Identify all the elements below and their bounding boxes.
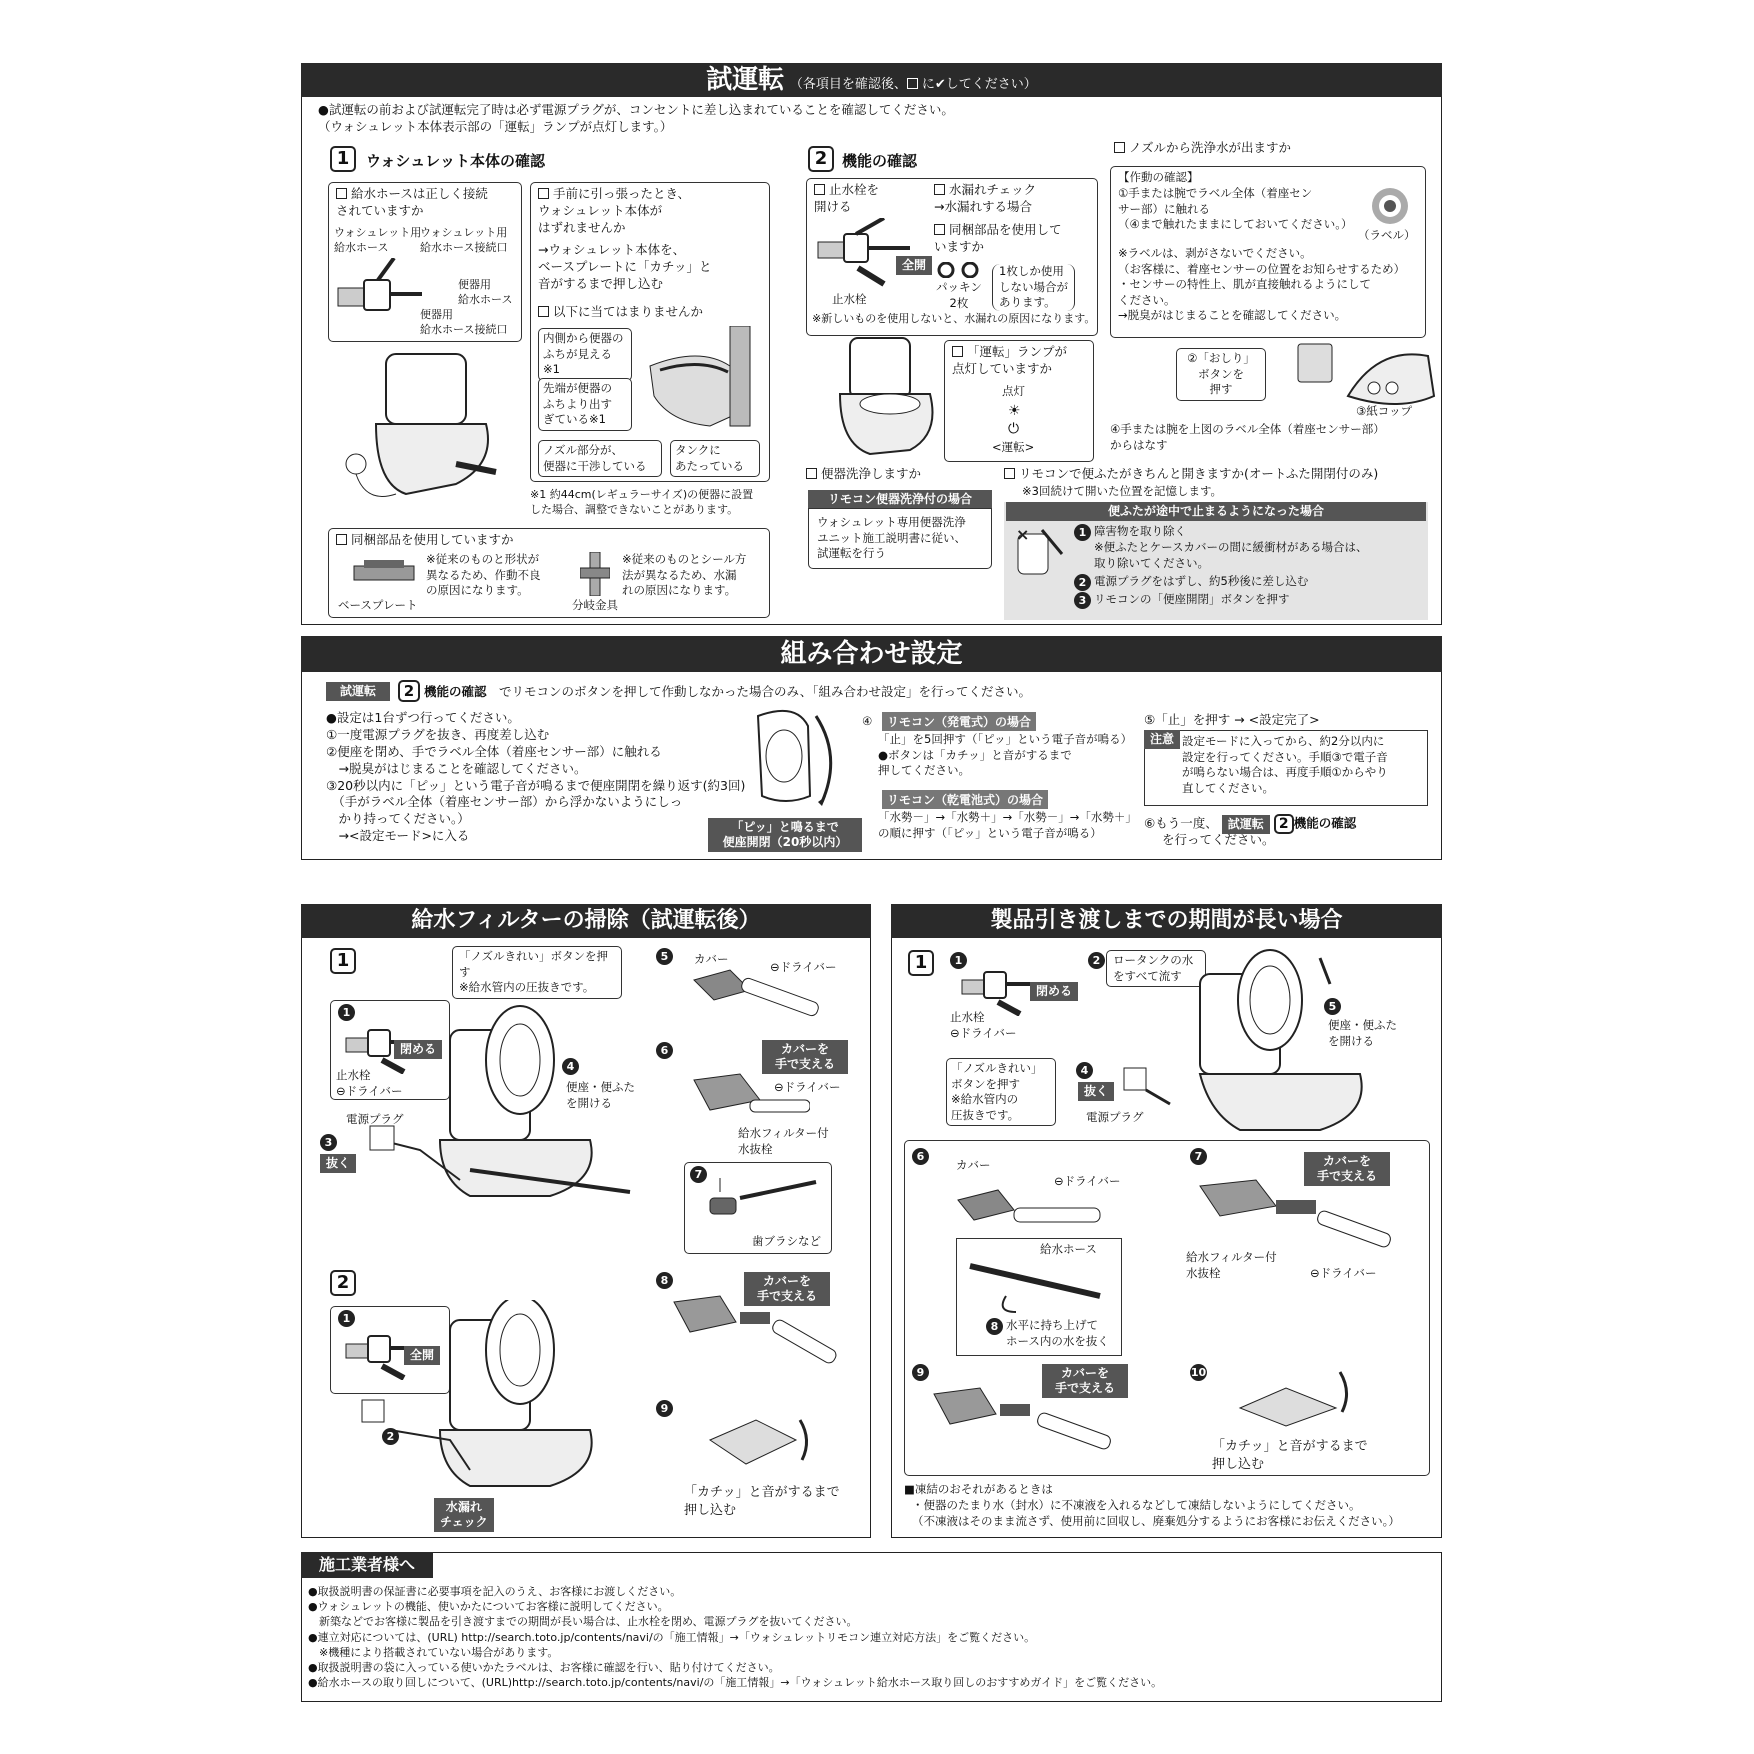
support-cover-chip: カバーを 手で支える: [1042, 1364, 1128, 1398]
step-circle: 1: [338, 1004, 355, 1021]
toilet-seat-section-illustration: [640, 326, 766, 432]
step-circle: 9: [656, 1400, 673, 1417]
lamp-check-question: 「運転」ランプが 点灯していますか: [952, 344, 1068, 376]
parts-note: ※従来のものとシール方 法が異なるため、水漏 れの原因になります。: [622, 552, 747, 598]
section1-title: ウォシュレット本体の確認: [366, 152, 545, 170]
pull-check-answer: →ウォシュレット本体を、 ベースプレートに「カチッ」と 音がするまで押し込む: [538, 242, 712, 291]
step-number: 1: [908, 950, 934, 976]
hose-drain-text: 水平に持ち上げて ホース内の水を抜く: [1006, 1318, 1109, 1348]
reinstall-plug-illustration: [670, 1292, 850, 1382]
svg-text:×: ×: [1016, 525, 1030, 544]
cover-close-illustration: [706, 1410, 816, 1470]
filter-plug-illustration: [690, 1070, 810, 1130]
step-circle: 3: [320, 1134, 337, 1151]
full-open-chip: 全開: [404, 1346, 440, 1365]
driver-label: ⊖ドライバー: [774, 1080, 841, 1094]
checkbox-icon: [907, 78, 918, 89]
filter-plug-label: 給水フィルター付 水抜栓: [738, 1126, 829, 1156]
step-number: 1: [330, 948, 356, 974]
remote-flush-body: ウォシュレット専用便器洗浄 ユニット施工説明書に従い、 試運転を行う: [808, 508, 992, 569]
step-number: 1: [330, 146, 356, 172]
branch-fitting-icon: [580, 552, 610, 596]
remote-lid-note: ※3回続けて開いた位置を記憶します。: [1022, 484, 1223, 498]
combo-step6: ⑥もう一度、 試運転 2 機能の確認: [1144, 815, 1357, 832]
checkbox[interactable]: [1004, 468, 1015, 479]
close-chip: 閉める: [394, 1040, 442, 1059]
step-circle: 1: [1074, 524, 1091, 541]
brush-label: 歯ブラシなど: [752, 1234, 821, 1248]
valve-illustration: [334, 258, 424, 328]
brush-cleaning-illustration: [700, 1178, 820, 1228]
freeze-title: ■凍結のおそれがあるときは: [904, 1482, 1053, 1496]
packing-icon: [936, 262, 982, 278]
case-label: タンクに あたっている: [670, 440, 760, 477]
cover-label: カバー: [956, 1158, 991, 1172]
nozzle-question: ノズルから洗浄水が出ますか: [1114, 140, 1291, 157]
test-run-chip: 試運転: [326, 682, 390, 701]
valve-driver-label: 止水栓 ⊖ドライバー: [950, 1010, 1017, 1040]
step-number: 2: [1274, 814, 1294, 834]
remote-battery-body: 「水勢－」→「水勢＋」→「水勢－」→「水勢＋」 の順に押す（「ピッ」という電子音が鳴る）: [878, 810, 1137, 840]
step-circle: 10: [1190, 1366, 1207, 1379]
lid-stop-step2: 電源プラグをはずし、約5秒後に差し込む: [1094, 574, 1309, 588]
full-open-chip: 全開: [896, 256, 932, 275]
nozzle-button-note: 「ノズルきれい」 ボタンを押す ※給水管内の 圧抜きです。: [946, 1058, 1056, 1126]
step-circle: 3: [1074, 592, 1091, 609]
step-number: 2: [330, 1270, 356, 1296]
filter-title: 給水フィルターの掃除（試運転後）: [411, 908, 761, 933]
step-circle: 2: [1074, 574, 1091, 591]
parts-use-question: 同梱部品を使用して いますか: [934, 222, 1062, 254]
combo-title: 組み合わせ設定: [780, 639, 963, 669]
step-circle: 4: [1076, 1062, 1093, 1079]
lid-stop-step1-note: ※便ふたとケースカバーの間に緩衝材がある場合は、 取り除いてください。: [1094, 540, 1368, 570]
leak-check-question: 水漏れチェック →水漏れする場合: [934, 182, 1037, 214]
packing-label: パッキン 2枚: [936, 280, 982, 310]
driver-label: ⊖ドライバー: [770, 960, 837, 974]
step-circle: 9: [912, 1364, 929, 1381]
test-run-intro: ●試運転の前および試運転完了時は必ず電源プラグが、コンセントに差し込まれていることを確認してください。 （ウォシュレット本体表示部の「運転」ランプが点灯します。）: [318, 102, 954, 134]
step-circle: 8: [656, 1272, 673, 1289]
branch-fitting-label: 分岐金具: [572, 598, 618, 612]
section2-title: 機能の確認: [842, 152, 918, 170]
remote-button-icon: [1296, 342, 1336, 386]
remote-battery-title: リモコン（乾電池式）の場合: [882, 790, 1048, 809]
combo-header: [301, 636, 1442, 672]
hose-label: ウォシュレット用 給水ホース: [334, 226, 422, 254]
step-circle: 7: [1190, 1148, 1207, 1165]
driver-label: ⊖ドライバー: [1054, 1174, 1121, 1188]
open-lid-label: 便座・便ふた を開ける: [566, 1080, 635, 1110]
sun-icon: ☀: [1008, 403, 1021, 419]
new-parts-note: ※新しいものを使用しないと、水漏れの原因になります。: [812, 312, 1096, 325]
paper-cup-label: ③紙コップ: [1356, 404, 1413, 418]
lid-stop-step1: 障害物を取り除く: [1094, 524, 1186, 538]
case-label: ノズル部分が、 便器に干渉している: [538, 440, 662, 477]
checkmark-icon: ✔: [934, 77, 946, 92]
step-circle: 6: [656, 1042, 673, 1059]
lid-stop-step3: リモコンの「便座開閉」ボタンを押す: [1094, 592, 1290, 606]
toilet-illustration: [820, 334, 950, 464]
toilet-illustration: [336, 344, 516, 514]
long-period-title: 製品引き渡しまでの期間が長い場合: [990, 908, 1343, 933]
hose-label: 便器用 給水ホース: [458, 278, 513, 306]
case-label: 先端が便器の ふちより出す ぎている※1: [538, 378, 632, 431]
step-4-number: ④: [862, 714, 873, 728]
base-plate-icon: [350, 556, 420, 592]
unplug-chip: 抜く: [1078, 1082, 1114, 1101]
support-cover-chip: カバーを 手で支える: [762, 1040, 848, 1074]
base-plate-label: ベースプレート: [338, 598, 418, 612]
valve-label: 止水栓: [832, 292, 867, 306]
step-circle: 7: [690, 1166, 707, 1183]
step-circle: 2: [382, 1428, 399, 1445]
sensor-label-icon: [1370, 186, 1410, 226]
checkbox[interactable]: [814, 184, 825, 195]
seat-open-close-caption: 「ピッ」と鳴るまで 便座開閉（20秒以内）: [708, 818, 862, 852]
step-circle: 1: [950, 952, 967, 969]
open-lid-label: 便座・便ふた を開ける: [1328, 1018, 1397, 1048]
installer-header: [301, 1552, 433, 1578]
valve-illustration: [814, 218, 914, 288]
step-circle: 4: [562, 1058, 579, 1075]
hose-label: 給水ホース: [1040, 1242, 1097, 1256]
toilet-illustration: [350, 1300, 630, 1490]
checkbox[interactable]: [934, 184, 945, 195]
checkbox[interactable]: [952, 346, 963, 357]
none-apply-question: 以下に当てはまりませんか: [538, 304, 703, 321]
step-number: 2: [808, 146, 834, 172]
checkbox[interactable]: [934, 224, 945, 235]
seat-open-close-illustration: [746, 706, 846, 816]
power-icon: ⏻: [1008, 421, 1020, 437]
test-run-title: 試運転: [706, 65, 785, 95]
cover-label: カバー: [694, 952, 729, 966]
hose-check-question: 給水ホースは正しく接続 されていますか: [336, 186, 488, 218]
hose-drain-illustration: [966, 1256, 1106, 1316]
close-chip: 閉める: [1030, 982, 1078, 1001]
step-circle: 1: [338, 1310, 355, 1327]
filter-plug-illustration: [1196, 1176, 1396, 1256]
long-period-header: [891, 904, 1442, 938]
reinstall-plug-illustration: [930, 1384, 1120, 1464]
combo-lead: 機能の確認 でリモコンのボタンを押して作動しなかった場合のみ、「組み合わせ設定」を行ってください。: [424, 684, 1032, 699]
support-cover-chip: カバーを 手で支える: [1304, 1152, 1390, 1186]
lid-stop-title: 便ふたが途中で止まるようになった場合: [1006, 502, 1426, 521]
step-circle: 8: [986, 1318, 1003, 1335]
operation-title: 【作動の確認】: [1118, 170, 1199, 184]
cover-close-illustration: [1236, 1368, 1356, 1428]
flush-question: 便器洗浄しますか: [806, 466, 921, 483]
remote-lid-question: リモコンで便ふたがきちんと開きますか(オートふた開閉付のみ): [1004, 466, 1378, 483]
sensor-label-caption: （ラベル）: [1358, 228, 1416, 242]
oshiri-button-step: ②「おしり」 ボタンを 押す: [1176, 348, 1266, 401]
hose-label: 便器用 給水ホース接続口: [420, 308, 508, 336]
checkbox[interactable]: [806, 468, 817, 479]
step-circle: 6: [912, 1148, 929, 1165]
step-circle: 5: [1324, 998, 1341, 1015]
installer-title: 施工業者様へ: [318, 1555, 415, 1574]
remote-generator-body: 「止」を5回押す（「ピッ」という電子音が鳴る） ●ボタンは「カチッ」と音がするまで 押してください。: [878, 732, 1133, 778]
step-circle: 5: [656, 948, 673, 965]
plug-outlet-icon: [1120, 1064, 1180, 1114]
power-plug-label: 電源プラグ: [346, 1112, 404, 1126]
pull-check-question: 手前に引っ張ったとき、 ウォシュレット本体が はずれませんか: [538, 186, 691, 235]
leak-check-chip: 水漏れ チェック: [434, 1498, 494, 1532]
parts-note: ※従来のものと形状が 異なるため、作動不良 の原因になります。: [426, 552, 541, 598]
caution-chip: 注意: [1144, 730, 1180, 749]
support-cover-chip: カバーを 手で支える: [744, 1272, 830, 1306]
packing-note: 1枚しか使用 しない場合が あります。: [992, 264, 1075, 311]
checkbox[interactable]: [336, 188, 347, 199]
step-number: 2: [398, 680, 420, 702]
parts-check-question: 同梱部品を使用していますか: [336, 532, 514, 549]
remote-generator-title: リモコン（発電式）の場合: [882, 712, 1036, 731]
combo-left-steps: ●設定は1台ずつ行ってください。 ①一度電源プラグを抜き、再度差し込む ②便座を閉め、手でラベル全体（着座センサー部）に触れる →脱臭がはじまることを確認してください。 ③20秒以内に「ピッ」という電子音が鳴るまで便座開閉を繰り返す(約3回) （手がラベル全体（着座センサー部）から浮かないようにしっ かり持ってください。） →<設定モード>に入る: [326, 710, 746, 844]
operation-note: ※ラベルは、剥がさないでください。 （お客様に、着座センサーの位置をお知らせするため） ・センサーの特性上、肌が直接触れるようにして ください。 →脱臭がはじまることを確認してください。: [1118, 246, 1406, 323]
combo-step6-tail: を行ってください。: [1162, 832, 1275, 847]
push-in-label: 「カチッ」と音がするまで 押し込む: [684, 1485, 840, 1518]
filter-plug-label: 給水フィルター付 水抜栓: [1186, 1250, 1277, 1280]
combo-step5: ⑤「止」を押す → <設定完了>: [1144, 712, 1320, 727]
checkbox[interactable]: [538, 306, 549, 317]
step-circle: 2: [1088, 952, 1105, 969]
power-plug-label: 電源プラグ: [1086, 1110, 1144, 1124]
toilet-lid-icon: [1012, 524, 1066, 584]
drain-tank-note: ロータンクの水 をすべて流す: [1106, 950, 1206, 987]
filter-header: [301, 904, 871, 938]
remote-flush-title: リモコン便器洗浄付の場合: [808, 490, 992, 509]
checkbox[interactable]: [538, 188, 549, 199]
checkbox[interactable]: [1114, 142, 1125, 153]
lamp-on-label: 点灯: [1002, 384, 1025, 398]
operation-step1: ①手または腕でラベル全体（着座セン サー部）に触れる （④まで触れたままにしておいてください。）: [1118, 186, 1353, 232]
checkbox[interactable]: [336, 534, 347, 545]
test-run-chip: 試運転: [1222, 815, 1270, 834]
caution-text: 設定モードに入ってから、約2分以内に 設定を行ってください。手順③で電子音 が鳴らない場合は、再度手順①からやり 直してください。: [1182, 734, 1388, 795]
driver-label: ⊖ドライバー: [1310, 1266, 1377, 1280]
case-label: 内側から便器の ふちが見える※1: [538, 328, 632, 381]
hose-label: ウォシュレット用 給水ホース接続口: [420, 226, 508, 254]
case-footnote: ※1 約44cm(レギュラーサイズ)の便器に設置 した場合、調整できないことがあります。: [530, 488, 754, 516]
freeze-body: ・便器のたまり水（封水）に不凍液を入れるなどして凍結しないようにしてください。 （不凍液はそのまま流さず、使用前に回収し、廃棄処分するようにお客様にお伝えください。）: [912, 1498, 1400, 1528]
operation-step4: ④手または腕を上図のラベル全体（着座センサー部） からはなす: [1110, 422, 1385, 452]
lamp-name-label: <運転>: [992, 440, 1035, 454]
test-run-header: 試運転 （各項目を確認後、 に✔してください）: [301, 63, 1442, 97]
installer-body: ●取扱説明書の保証書に必要事項を記入のうえ、お客様にお渡しください。 ●ウォシュレットの機能、使いかたについてお客様に説明してください。 新築などでお客様に製品を引き渡すまでの期間が長い場合は、止水栓を閉め、電源プラグを抜いてください。 ●連立対応については、(URL) http://search.toto.jp/contents/navi/の「施工情報」→「ウォシュレットリモコン連立対応方法」をご覧ください。 ※機種により搭載されていない場合があります。 ●取扱説明書の袋に入っている使いかたラベルは、お客様に確認を行い、貼り付けてください。 ●給水ホースの取り回しについて、(URL)http://search.toto.jp/contents/navi/の「施工情報」→「ウォシュレット給水ホース取り回しのおすすめガイド」をご覧ください。: [308, 1585, 1163, 1690]
nozzle-button-note: 「ノズルきれい」ボタンを押す ※給水管内の圧抜きです。: [452, 946, 622, 999]
valve-driver-label: 止水栓 ⊖ドライバー: [336, 1068, 403, 1098]
valve-open-question: 止水栓を 開ける: [814, 182, 880, 214]
unplug-chip: 抜く: [320, 1154, 356, 1173]
push-in-label: 「カチッ」と音がするまで 押し込む: [1212, 1439, 1368, 1472]
